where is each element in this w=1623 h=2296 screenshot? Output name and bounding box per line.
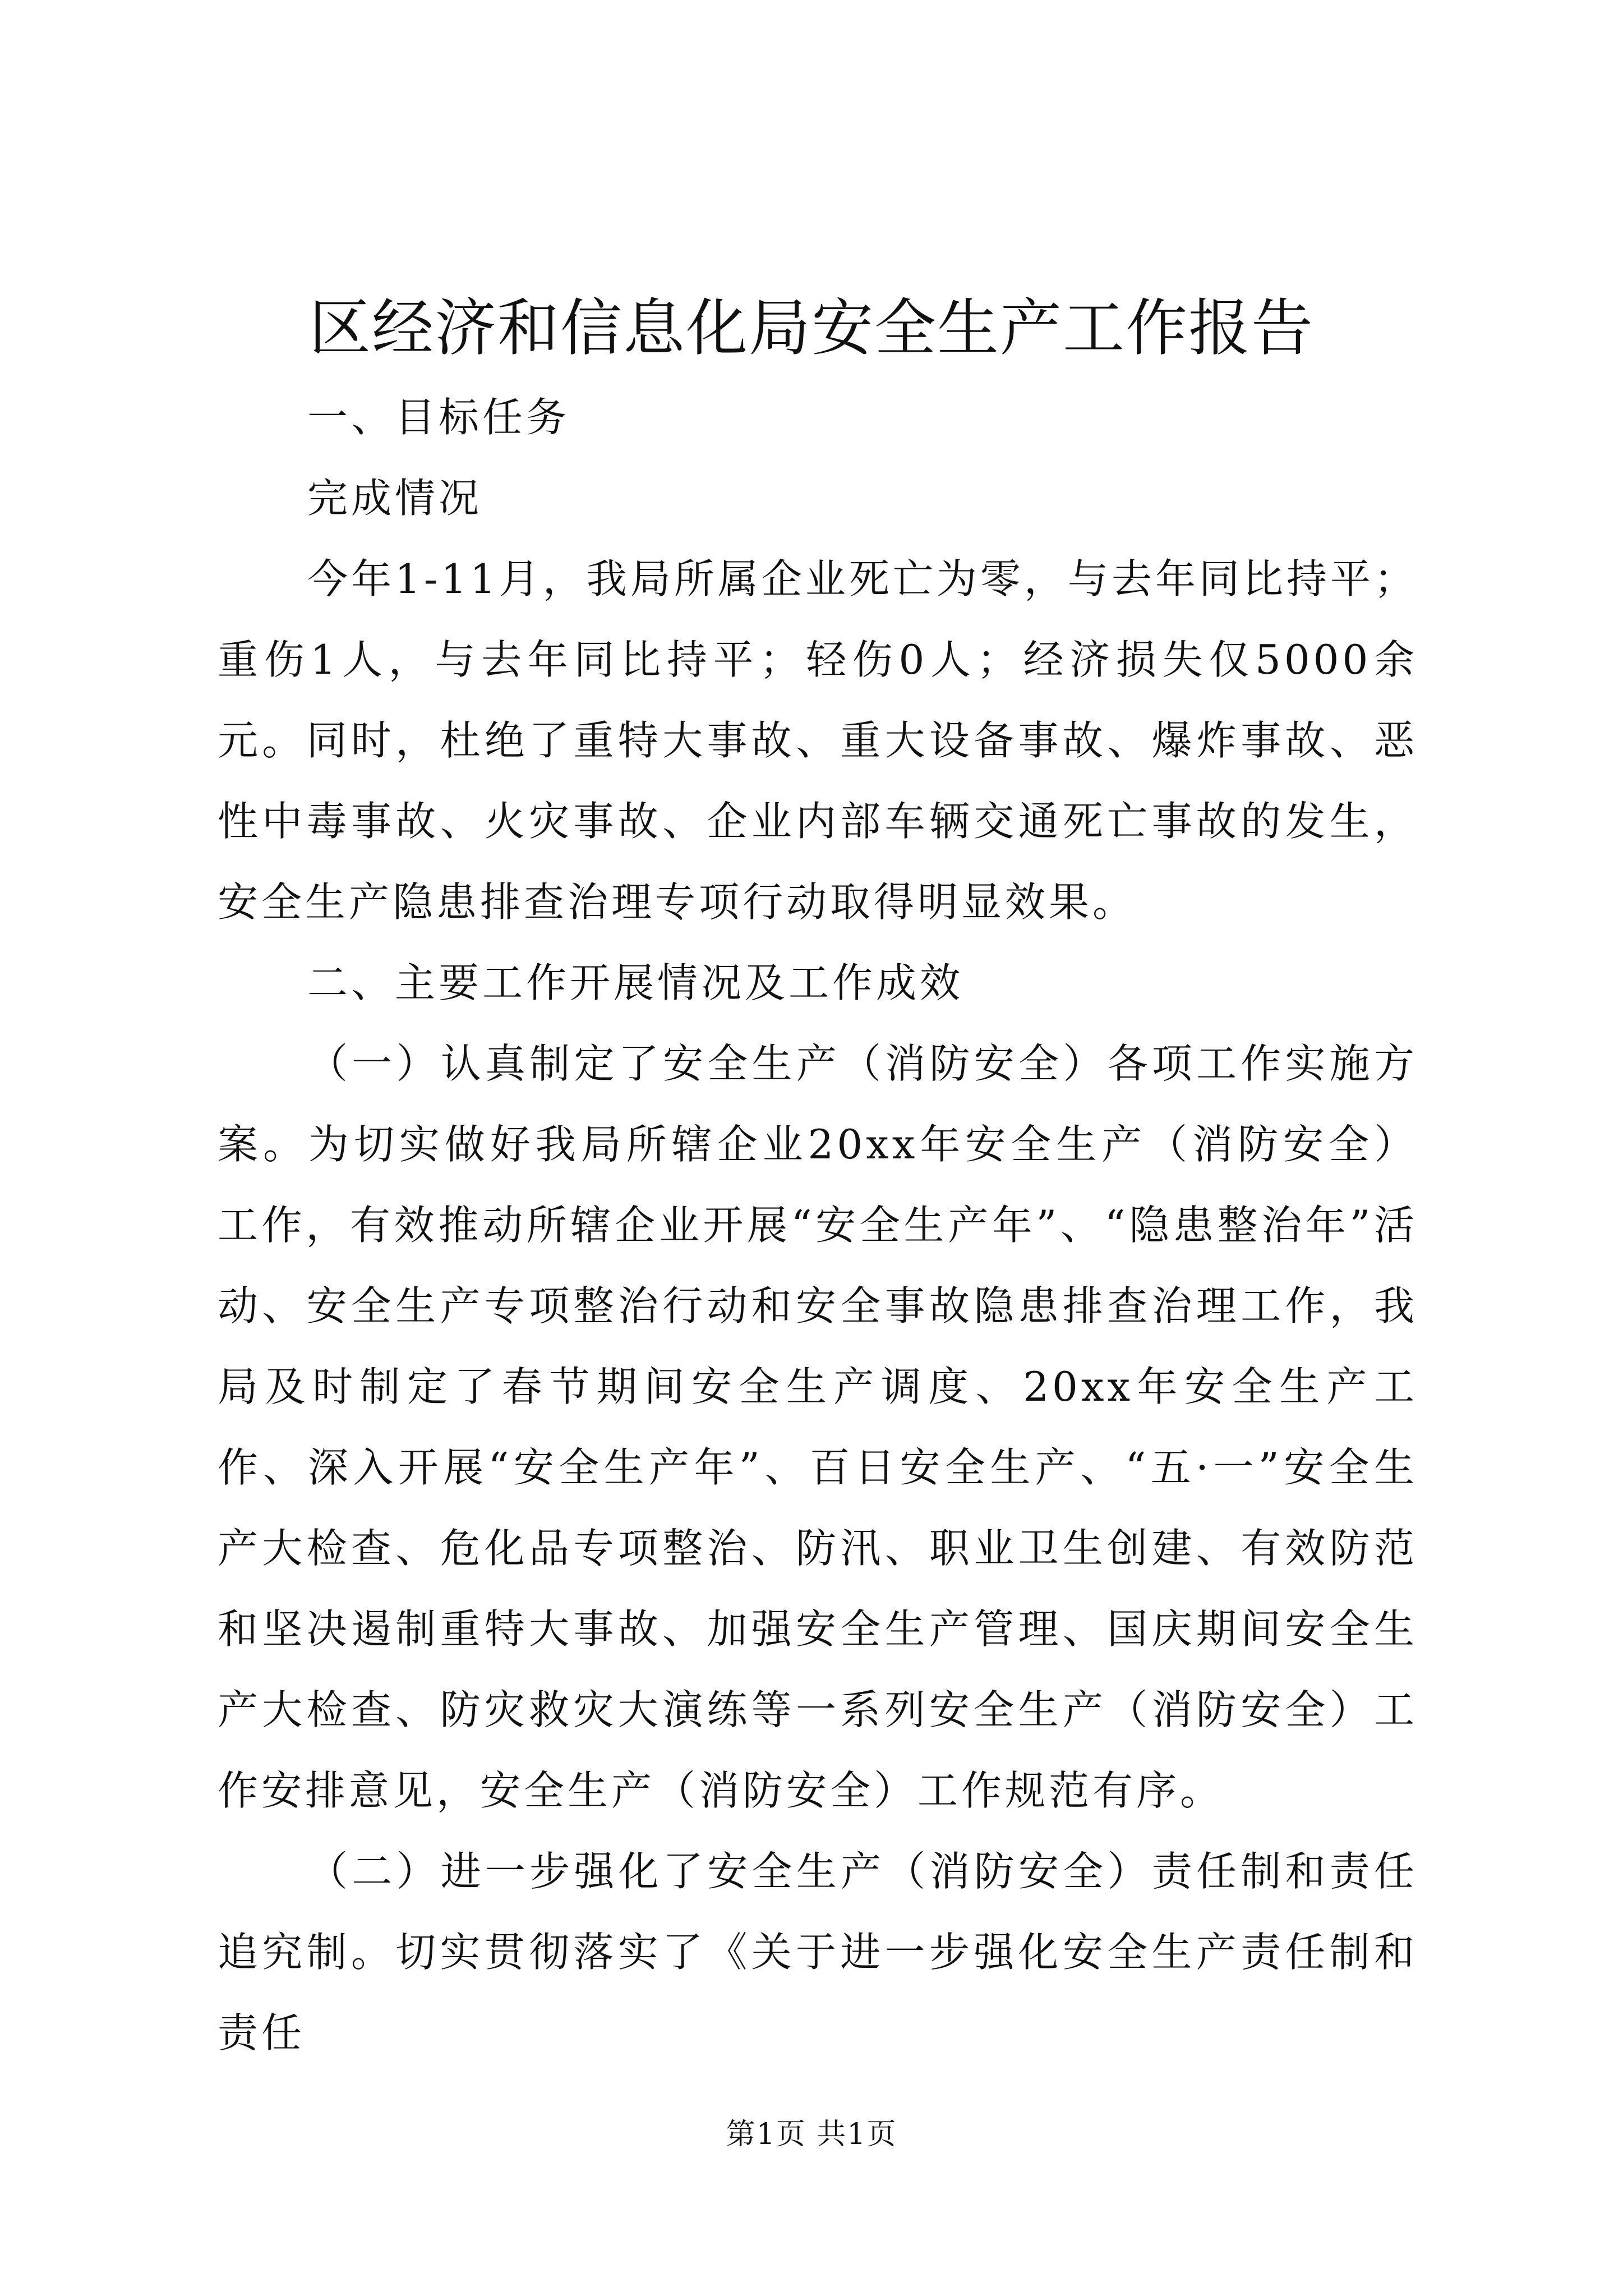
document-title: 区经济和信息化局安全生产工作报告	[309, 292, 1314, 364]
subheading-completion: 完成情况	[307, 475, 483, 522]
section-heading-goals: 一、目标任务	[307, 394, 570, 441]
paragraph-responsibility: （二）进一步强化了安全生产（消防安全）责任制和责任追究制。切实贯彻落实了《关于进一步强化安全生产责任制和责任	[218, 1848, 1418, 2056]
paragraph-completion-details: 今年1-11月，我局所属企业死亡为零，与去年同比持平；重伤1人，与去年同比持平；轻伤0人；经济损失仅5000余元。同时，杜绝了重特大事故、重大设备事故、爆炸事故、恶性中毒事故、火灾事故、企业内部车辆交通死亡事故的发生，安全生产隐患排查治理专项行动取得明显效果。	[218, 555, 1418, 926]
document-body	[218, 377, 1418, 2073]
paragraph-work-plans: （一）认真制定了安全生产（消防安全）各项工作实施方案。为切实做好我局所辖企业20xx年安全生产（消防安全）工作，有效推动所辖企业开展“安全生产年”、“隐患整治年”活动、安全生产专项整治行动和安全事故隐患排查治理工作，我局及时制定了春节期间安全生产调度、20xx年安全生产工作、深入开展“安全生产年”、百日安全生产、“五·一”安全生产大检查、危化品专项整治、防汛、职业卫生创建、有效防范和坚决遏制重特大事故、加强安全生产管理、国庆期间安全生产大检查、防灾救灾大演练等一系列安全生产（消防安全）工作安排意见，安全生产（消防安全）工作规范有序。	[218, 1040, 1418, 1814]
section-heading-main-work: 二、主要工作开展情况及工作成效	[307, 959, 964, 1006]
page-footer: 第1页 共1页	[726, 2118, 897, 2151]
